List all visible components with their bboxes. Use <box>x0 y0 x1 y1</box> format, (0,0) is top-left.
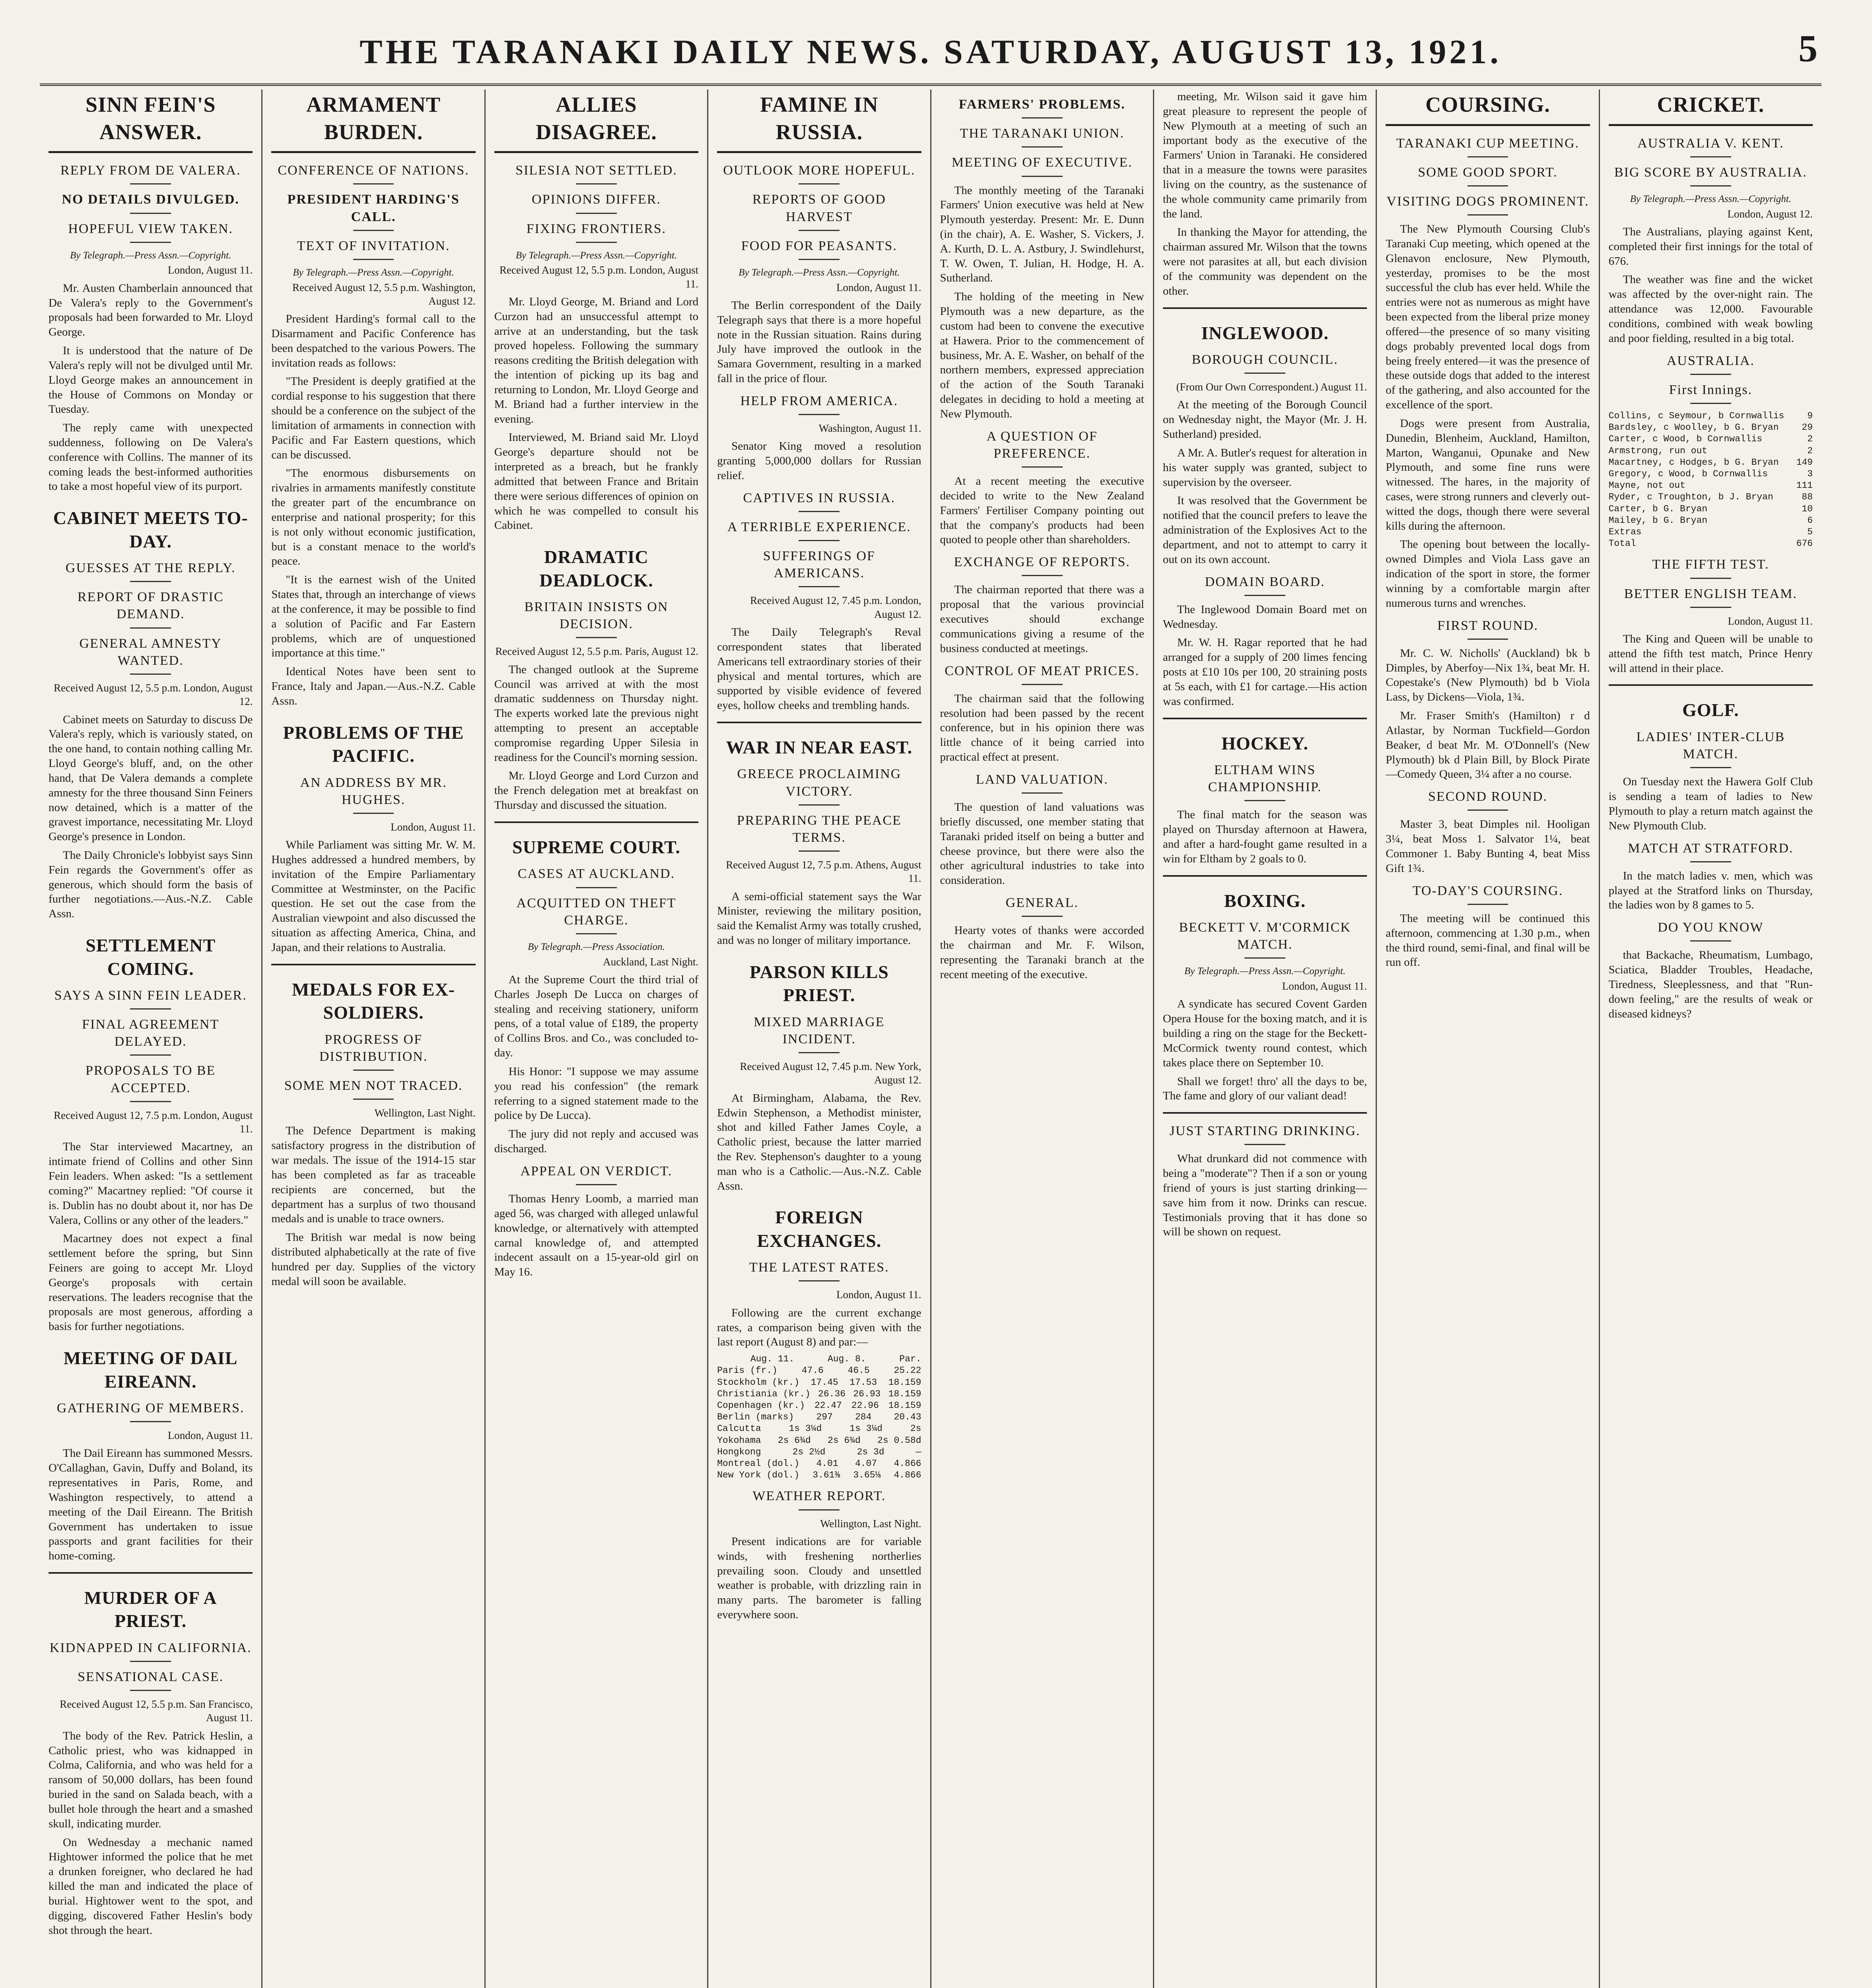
table-row <box>1609 538 1813 549</box>
deck: GENERAL AMNESTY WANTED. <box>49 635 253 675</box>
table-cell: Mailey, b G. Bryan <box>1608 515 1708 526</box>
table-cell: 17.45 <box>811 1377 838 1388</box>
deck: A TERRIBLE EXPERIENCE. <box>717 518 921 541</box>
columns <box>40 89 1821 1988</box>
deck: FOOD FOR PEASANTS. <box>717 237 921 260</box>
table-cell: 18.159 <box>888 1377 921 1388</box>
table-cell: 22.47 <box>814 1400 842 1411</box>
subheading: INGLEWOOD. <box>1201 322 1329 343</box>
table-cell: 3.65⅛ <box>853 1470 881 1481</box>
subheading: CABINET MEETS TO-DAY. <box>53 508 248 551</box>
table-row <box>1609 480 1813 491</box>
table-cell: 111 <box>1796 480 1813 491</box>
deck: MATCH AT STRATFORD. <box>1609 840 1813 862</box>
dateline: (From Our Own Correspondent.) August 11. <box>1176 381 1367 393</box>
deck: THE TARANAKI UNION. <box>940 125 1144 148</box>
table-row <box>1609 468 1813 480</box>
table-row <box>1609 515 1813 526</box>
dateline: London, August 11. <box>1728 615 1813 627</box>
headline-farmers: FARMERS' PROBLEMS. <box>940 96 1144 118</box>
table-cell: Berlin (marks) <box>717 1412 794 1423</box>
dateline: London, August 11. <box>167 1429 253 1442</box>
paragraph: Dogs were present from Australia, Dunedin, Blenheim, Auckland, Hamilton, Marton, Wanganui, Opunake and New Plymouth, and some fine runs were witnessed. The hares, in the majority of cases, were strong runners and cleverly out-witted the dogs, though there were several kills during the afternoon. <box>1386 417 1590 532</box>
table-cell: Total <box>1608 538 1636 549</box>
dateline: Received August 12, 5.5 p.m. Paris, August 12. <box>495 645 699 658</box>
table-cell: 26.93 <box>853 1388 881 1399</box>
table-cell: Macartney, c Hodges, b G. Bryan <box>1608 457 1779 468</box>
paragraph: Macartney does not expect a final settlement before the spring, but Sinn Feiners are going to accept Mr. Lloyd George's proposals with certain reservations. The leaders recognise that the proposals are most generous, affording a basis for further negotiations. <box>49 1232 253 1333</box>
subheading: SETTLEMENT COMING. <box>86 935 216 979</box>
deck: FIXING FRONTIERS. <box>494 220 698 243</box>
deck: TO-DAY'S COURSING. <box>1386 882 1590 905</box>
paragraph: The opening bout between the locally-owned Dimples and Viola Lass gave an indication of the sport in store, the former winning by a comfortable margin after numerous turns and wrenches. <box>1386 538 1590 610</box>
paragraph: The Dail Eireann has summoned Messrs. O'Callaghan, Gavin, Duffy and Boland, its representatives in Paris, Rome, and Washington respectively, to attend a meeting of the Dail Eireann. The British Government has undertaken to issue passports and grant facilities for their home-coming. <box>49 1447 253 1563</box>
paragraph: Cabinet meets on Saturday to discuss De Valera's reply, which is variously stated, on the one hand, to contain nothing calling Mr. Lloyd George's bluff, and, on the other hand, that De Valera demands a complete amnesty for the three thousand Sinn Feiners now detained, which is a matter of the gravest importance, necessitating Mr. Lloyd George's presence in London. <box>49 713 253 843</box>
paragraph: A semi-official statement says the War Minister, reviewing the military position, said the Kemalist Army was totally crushed, and was no longer of military importance. <box>717 890 921 947</box>
table-cell: Aug. 8. <box>827 1354 866 1365</box>
table-cell: 22.96 <box>851 1400 879 1411</box>
table-cell: 284 <box>855 1412 872 1423</box>
deck: JUST STARTING DRINKING. <box>1163 1122 1367 1145</box>
table-cell: 297 <box>816 1412 833 1423</box>
paragraph: The Inglewood Domain Board met on Wednesday. <box>1162 603 1367 631</box>
table-cell: Aug. 11. <box>750 1354 795 1365</box>
table-row <box>1609 422 1813 433</box>
paragraph: Mr. Austen Chamberlain announced that De Valera's reply to the Government's proposals had been forwarded to Mr. Lloyd George. <box>49 282 253 339</box>
table-cell: 3 <box>1807 468 1813 479</box>
table-cell: — <box>916 1446 921 1457</box>
table-cell: 2 <box>1807 445 1813 456</box>
subheading: FOREIGN EXCHANGES. <box>757 1207 882 1251</box>
deck: MEETING OF EXECUTIVE. <box>940 154 1144 177</box>
masthead <box>40 24 1821 86</box>
credit: By Telegraph.—Press Assn.—Copyright. <box>293 267 454 278</box>
paragraph: The changed outlook at the Supreme Council was arrived at with the most dramatic suddenness on Thursday night. The experts worked late the previous night attempting to present an acceptable compromise regarding Upper Silesia in readiness for the Council's morning session. <box>494 663 699 764</box>
column-8 <box>1600 89 1821 1988</box>
paragraph: On Tuesday next the Hawera Golf Club is sending a team of ladies to New Plymouth to play a return match against the New Plymouth Club. <box>1608 775 1813 832</box>
table-row <box>717 1423 921 1435</box>
table-cell: 3.61⅜ <box>813 1470 840 1481</box>
table-cell: 4.866 <box>894 1470 921 1481</box>
credit: By Telegraph.—Press Assn.—Copyright. <box>739 267 900 278</box>
dateline: Received August 12, 5.5 p.m. London, August 12. <box>54 681 253 708</box>
table-cell: 88 <box>1802 492 1813 503</box>
table-cell: 17.53 <box>849 1377 877 1388</box>
page-number: 5 <box>1798 27 1818 70</box>
headline-sinn-fein: SINN FEIN'S ANSWER. <box>49 91 253 153</box>
paragraph: Present indications are for variable winds, with freshening northerlies prevailing soon. Cloudy and unsettled weather is probable, with drizzling rain in many parts. The barometer is falling everywhere soon. <box>717 1535 921 1621</box>
column-7 <box>1377 89 1600 1988</box>
deck: REPLY FROM DE VALERA. <box>49 162 253 184</box>
subheading: WAR IN NEAR EAST. <box>726 737 913 757</box>
dateline: Received August 12, 7.5 p.m. Athens, August 11. <box>726 859 921 885</box>
exchange-table <box>717 1353 921 1481</box>
subheading: HOCKEY. <box>1221 733 1308 753</box>
deck: OUTLOOK MORE HOPEFUL. <box>717 162 921 184</box>
deck: GENERAL. <box>940 894 1144 917</box>
deck: PROGRESS OF DISTRIBUTION. <box>271 1031 475 1071</box>
subheading: MURDER OF A PRIEST. <box>84 1588 217 1631</box>
subheading: SUPREME COURT. <box>512 837 680 857</box>
table-row <box>1609 491 1813 503</box>
deck: WEATHER REPORT. <box>717 1487 921 1510</box>
deck: GREECE PROCLAIMING VICTORY. <box>717 765 921 805</box>
paragraph: Following are the current exchange rates, a comparison being given with the last report (August 8) and par:— <box>717 1306 921 1349</box>
table-cell: 46.5 <box>848 1365 870 1376</box>
subheading: GOLF. <box>1682 700 1739 720</box>
paragraph: The Australians, playing against Kent, completed their first innings for the total of 676. <box>1608 225 1813 268</box>
deck: First Innings. <box>1609 381 1813 404</box>
deck: GATHERING OF MEMBERS. <box>49 1400 253 1422</box>
paragraph: While Parliament was sitting Mr. W. M. Hughes addressed a hundred members, by invitation of the Empire Parliamentary Committee at Westminster, on the Pacific question. He set out the case from the Australian viewpoint and also discussed the situation as affecting America, China, and Japan, and their relations to Australia. <box>271 839 476 954</box>
paragraph: It is understood that the nature of De Valera's reply will not be divulged until Mr. Lloyd George makes an announcement in the House of Commons on Monday or Tuesday. <box>49 344 253 416</box>
deck: LADIES' INTER-CLUB MATCH. <box>1609 728 1813 768</box>
paragraph: Interviewed, M. Briand said Mr. Lloyd George's departure should not be interpreted as a breach, but he frankly admitted that between France and Britain there were serious differences of opinion on which he was compelled to consult his Cabinet. <box>494 431 699 532</box>
headline-allies: ALLIES DISAGREE. <box>494 91 698 153</box>
paragraph: The Daily Telegraph's Reval correspondent states that liberated Americans tell extraordinary stories of their physical and mental tortures, which are supported by visible evidence of fevered eyes, hollow cheeks and trembling hands. <box>717 626 921 712</box>
table-cell: 2s 0.58d <box>877 1435 921 1446</box>
deck: BECKETT V. M'CORMICK MATCH. <box>1163 919 1367 959</box>
deck: CONTROL OF MEAT PRICES. <box>940 662 1144 685</box>
table-cell: 10 <box>1802 503 1813 514</box>
deck: SENSATIONAL CASE. <box>49 1668 253 1691</box>
deck: PROPOSALS TO BE ACCEPTED. <box>49 1062 253 1102</box>
paragraph: Hearty votes of thanks were accorded the chairman and Mr. F. Wilson, representing the Taranaki branch at the recent meeting of the executive. <box>940 924 1144 981</box>
deck: SAYS A SINN FEIN LEADER. <box>49 987 253 1010</box>
paragraph: A syndicate has secured Covent Garden Opera House for the boxing match, and it is building a ring on the stage for the Beckett-McCormick twenty round contest, which takes place there on September 10. <box>1162 998 1367 1069</box>
table-cell: Bardsley, c Woolley, b G. Bryan <box>1608 422 1779 433</box>
divider <box>1163 718 1367 719</box>
deck: CAPTIVES IN RUSSIA. <box>717 489 921 512</box>
column-6 <box>1154 89 1377 1988</box>
headline-famine: FAMINE IN RUSSIA. <box>717 91 921 153</box>
deck: NO DETAILS DIVULGED. <box>49 191 253 214</box>
table-row <box>717 1365 921 1376</box>
paragraph: A Mr. A. Butler's request for alteration in his water supply was granted, subject to supervision by the overseer. <box>1162 446 1367 489</box>
deck: HELP FROM AMERICA. <box>717 392 921 415</box>
paragraph: meeting, Mr. Wilson said it gave him great pleasure to represent the people of New Plymouth at a meeting of such an important body as the executive of the Farmers' Union in Taranaki. He considered that in a measure the towns were parasites living on the country, as the sustenance of the whole community came primarily from the land. <box>1162 90 1367 220</box>
credit: By Telegraph.—Press Assn.—Copyright. <box>70 250 231 261</box>
divider <box>1163 307 1367 309</box>
table-cell: Armstrong, run out <box>1608 445 1708 456</box>
deck: AUSTRALIA V. KENT. <box>1609 135 1813 157</box>
deck: BOROUGH COUNCIL. <box>1163 351 1367 374</box>
divider <box>49 1572 253 1574</box>
divider <box>1163 875 1367 877</box>
paragraph: The holding of the meeting in New Plymouth was a new departure, as the custom had been to convene the executive at Hawera. Prior to the commencement of business, Mr. A. E. Washer, on behalf of the northern members, expressed appreciation of the action of the South Taranaki delegates in deciding to hold a meeting at New Plymouth. <box>940 290 1144 420</box>
credit: By Telegraph.—Press Assn.—Copyright. <box>1630 193 1791 204</box>
table-cell: 18.159 <box>888 1388 921 1399</box>
table-cell: 4.07 <box>855 1458 877 1469</box>
headline-armament: ARMAMENT BURDEN. <box>271 91 475 153</box>
table-cell: Calcutta <box>717 1423 761 1434</box>
table-row <box>717 1377 921 1388</box>
paragraph: Mr. Lloyd George, M. Briand and Lord Curzon had an unsuccessful attempt to arrive at an understanding, but the task proved hopeless. Following the summary reasons crediting the British delegation with the intention of picking up its bag and returning to London, Mr. Lloyd George and M. Briand had a further interview in the evening. <box>494 295 699 425</box>
paragraph: The Daily Chronicle's lobbyist says Sinn Fein regards the Government's offer as generous, which should form the basis of further negotiations.—Aus.-N.Z. Cable Assn. <box>49 848 253 920</box>
paragraph: The Defence Department is making satisfactory progress in the distribution of war medals. The issue of the 1914-15 star has been completed as far as traceable recipients are concerned, but the department has a surplus of two thousand medals and is unable to trace owners. <box>271 1124 476 1225</box>
divider <box>1163 1112 1367 1114</box>
table-cell: 2s 3d <box>857 1446 884 1457</box>
paragraph: that Backache, Rheumatism, Lumbago, Sciatica, Bladder Troubles, Headache, Tiredness, Sleeplessness, and that "Run-down feeling," are the results of weak or diseased kidneys? <box>1608 949 1813 1020</box>
dateline: Received August 12, 5.5 p.m. San Francisco, August 11. <box>60 1698 253 1724</box>
table-cell: 47.6 <box>801 1365 824 1376</box>
table-cell: 1s 3¼d <box>849 1423 883 1434</box>
column-3 <box>486 89 708 1988</box>
table-cell: 149 <box>1796 457 1813 468</box>
deck: PRESIDENT HARDING'S CALL. <box>271 191 475 231</box>
credit: By Telegraph.—Press Assn.—Copyright. <box>1184 966 1346 977</box>
deck: FINAL AGREEMENT DELAYED. <box>49 1016 253 1056</box>
deck: REPORT OF DRASTIC DEMAND. <box>49 588 253 628</box>
deck: DO YOU KNOW <box>1609 919 1813 942</box>
dateline: London, August 11. <box>391 821 476 833</box>
table-cell: 26.36 <box>818 1388 846 1399</box>
table-cell: 29 <box>1802 422 1813 433</box>
table-cell: 2s 6¾d <box>778 1435 811 1446</box>
paragraph: Master 3, beat Dimples nil. Hooligan 3¼, beat Moss 1. Salvator 1¼, beat Commoner 1. Baby Bunting 4, beat Miss Gift 1¾. <box>1386 818 1590 875</box>
dateline: Auckland, Last Night. <box>603 955 699 968</box>
paragraph: Mr. Fraser Smith's (Hamilton) r d Atlastar, by Norman Tuckfield—Gordon Beaker, d beat Mr. M. O'Donnell's (New Plymouth) bk d Plain Bill, by Block Pirate—Comedy Queen, 3¼ after a no course. <box>1386 709 1590 781</box>
table-cell: Par. <box>899 1354 921 1365</box>
paragraph: The Berlin correspondent of the Daily Telegraph says that there is a more hopeful note in the Russian situation. Rains during July have improved the outlook in the Samara Government, resulting in a marked fall in the price of flour. <box>717 299 921 385</box>
column-1 <box>40 89 262 1988</box>
subheading: PROBLEMS OF THE PACIFIC. <box>283 722 464 766</box>
table-cell: Extras <box>1608 526 1642 537</box>
table-row <box>1609 503 1813 515</box>
deck: DOMAIN BOARD. <box>1163 573 1367 596</box>
subheading: BOXING. <box>1224 890 1306 911</box>
table-cell: 676 <box>1796 538 1813 549</box>
table-row <box>1609 410 1813 422</box>
paragraph: The King and Queen will be unable to attend the fifth test match, Prince Henry will attend in their place. <box>1608 632 1813 675</box>
table-cell: Copenhagen (kr.) <box>717 1400 805 1411</box>
column-4 <box>708 89 931 1988</box>
table-row <box>717 1458 921 1470</box>
paragraph: In the match ladies v. men, which was played at the Stratford links on Thursday, the ladies won by 8 games to 5. <box>1608 869 1813 912</box>
dateline: London, August 11. <box>836 1289 921 1301</box>
credit: By Telegraph.—Press Association. <box>527 941 665 952</box>
paragraph: The final match for the season was played on Thursday afternoon at Hawera, and after a hard-fought game resulted in a win for Eltham by 2 goals to 0. <box>1162 808 1367 865</box>
paragraph: The body of the Rev. Patrick Heslin, a Catholic priest, who was kidnapped in Colma, California, and who was held for a ransom of 50,000 dollars, has been found buried in the sand on Salada beach, with a bullet hole through the heart and a smashed skull, indicating murder. <box>49 1729 253 1830</box>
table-cell: Stockholm (kr.) <box>717 1377 800 1388</box>
paragraph: "It is the earnest wish of the United States that, through an interchange of views at the conference, it may be possible to find a solution of Pacific and Far Eastern problems, which are of unquestioned importance at this time." <box>271 573 476 660</box>
deck: TEXT OF INVITATION. <box>271 237 475 260</box>
table-cell: New York (dol.) <box>717 1470 800 1481</box>
table-cell: 5 <box>1807 526 1813 537</box>
deck: A QUESTION OF PREFERENCE. <box>940 428 1144 468</box>
headline-cricket: CRICKET. <box>1609 91 1813 126</box>
paragraph: The chairman said that the following resolution had been passed by the recent conference, but in his opinion there was little chance of it being carried into practical effect at present. <box>940 692 1144 764</box>
column-5 <box>931 89 1154 1988</box>
table-cell: Mayne, not out <box>1608 480 1685 491</box>
table-cell: 20.43 <box>894 1412 921 1423</box>
table-cell: Gregory, c Wood, b Cornwallis <box>1608 468 1768 479</box>
deck: MIXED MARRIAGE INCIDENT. <box>717 1013 921 1053</box>
table-cell: 2 <box>1807 434 1813 445</box>
paragraph: Senator King moved a resolution granting 5,000,000 dollars for Russian relief. <box>717 440 921 482</box>
paragraph: The New Plymouth Coursing Club's Taranaki Cup meeting, which opened at the Glenavon enclosure, New Plymouth, yesterday, promises to be the most successful the club has ever held. While the entries were not as numerous as might have been expected from the liberal prize money offered—the presence of so many visiting dogs probably prevented local dogs from being freely entered—it was the presence of these outside dogs that added to the interest of the gathering, and also accounted for the excellence of the sport. <box>1386 223 1590 412</box>
table-cell: 2s 2½d <box>792 1446 826 1457</box>
dateline: Received August 12, 7.45 p.m. New York, August 12. <box>740 1060 921 1086</box>
paragraph: Thomas Henry Loomb, a married man aged 56, was charged with alleged unlawful knowledge, or alternatively with attempted carnal knowledge of, and attempted indecent assault on a 15-year-old girl on May 16. <box>494 1192 699 1279</box>
dateline: London, August 11. <box>1282 980 1367 992</box>
paragraph: "The President is deeply gratified at the cordial response to his suggestion that there should be a conference on the subject of the limitation of armaments in connection with Pacific and Far Eastern questions, which can be discussed. <box>271 375 476 461</box>
divider <box>271 964 475 965</box>
table-cell: Montreal (dol.) <box>717 1458 800 1469</box>
paragraph: At a recent meeting the executive decided to write to the New Zealand Farmers' Fertiliser Company pointing out that the company's products had been quoted to people other than shareholders. <box>940 475 1144 546</box>
deck: FIRST ROUND. <box>1386 617 1590 640</box>
dateline: London, August 11. <box>836 281 921 293</box>
deck: TARANAKI CUP MEETING. <box>1386 135 1590 157</box>
paragraph: It was resolved that the Government be notified that the council prefers to leave the administration of the Explosives Act to the department, and not to attempt to carry it out on its own account. <box>1162 494 1367 566</box>
deck: AN ADDRESS BY MR. HUGHES. <box>271 774 475 814</box>
paragraph: The chairman reported that there was a proposal that the various provincial executives should exchange communications giving a resume of the business conducted at meetings. <box>940 583 1144 655</box>
dateline: Washington, August 11. <box>818 422 921 435</box>
headline-coursing: COURSING. <box>1386 91 1590 126</box>
dateline: London, August 11. <box>167 264 253 276</box>
deck: APPEAL ON VERDICT. <box>494 1163 698 1185</box>
table-cell: 1s 3¼d <box>789 1423 822 1434</box>
dateline: London, August 12. <box>1727 208 1813 220</box>
dateline: Received August 12, 5.5 p.m. Washington, August 12. <box>292 281 476 307</box>
deck: HOPEFUL VIEW TAKEN. <box>49 220 253 243</box>
dateline: Received August 12, 5.5 p.m. London, August 11. <box>499 264 699 290</box>
newspaper-title: THE TARANAKI DAILY NEWS. SATURDAY, AUGUST 13, 1921. <box>360 33 1502 71</box>
paragraph: Identical Notes have been sent to France, Italy and Japan.—Aus.-N.Z. Cable Assn. <box>271 665 476 707</box>
table-cell: 18.159 <box>888 1400 921 1411</box>
deck: KIDNAPPED IN CALIFORNIA. <box>49 1639 253 1662</box>
deck: REPORTS OF GOOD HARVEST <box>717 191 921 231</box>
deck: THE LATEST RATES. <box>717 1259 921 1281</box>
table-cell: 6 <box>1807 515 1813 526</box>
table-cell: Carter, c Wood, b Cornwallis <box>1608 434 1763 445</box>
paragraph: The meeting will be continued this afternoon, commencing at 1.30 p.m., when the third round, semi-final, and final will be run off. <box>1386 912 1590 969</box>
exchange-header <box>717 1353 921 1365</box>
dateline: Wellington, Last Night. <box>374 1107 476 1119</box>
paragraph: His Honor: "I suppose we may assume you read his confession" (the remark referring to a signed statement made to the police by De Lucca). <box>494 1065 699 1122</box>
paragraph: In thanking the Mayor for attending, the chairman assured Mr. Wilson that the towns were not parasites at all, but each division of the community was dependent on the other. <box>1162 226 1367 297</box>
table-row <box>1609 457 1813 468</box>
table-row <box>717 1400 921 1411</box>
deck: CASES AT AUCKLAND. <box>494 865 698 888</box>
paragraph: The reply came with unexpected suddenness, following on De Valera's conference with Collins. The manner of its coming leads the best-informed authorities to take a most hopeful view of its purport. <box>49 421 253 493</box>
subheading: PARSON KILLS PRIEST. <box>749 961 889 1006</box>
table-cell: Paris (fr.) <box>717 1365 778 1376</box>
deck: BIG SCORE BY AUSTRALIA. <box>1609 164 1813 186</box>
deck: SOME MEN NOT TRACED. <box>271 1077 475 1100</box>
deck: EXCHANGE OF REPORTS. <box>940 553 1144 576</box>
table-cell: 25.22 <box>894 1365 921 1376</box>
deck: VISITING DOGS PROMINENT. <box>1386 193 1590 215</box>
table-cell: Christiania (kr.) <box>717 1388 811 1399</box>
paragraph: "The enormous disbursements on rivalries in armaments manifestly constitute the greater part of the encumbrance on enterprise and national prosperity; for this is not only without economic justification, but is a constant menace to the world's peace. <box>271 467 476 568</box>
deck: ELTHAM WINS CHAMPIONSHIP. <box>1163 761 1367 801</box>
table-row <box>717 1470 921 1481</box>
paragraph: Shall we forget! thro' all the days to be, The fame and glory of our valiant dead! <box>1162 1075 1367 1103</box>
deck: AUSTRALIA. <box>1609 352 1813 375</box>
paragraph: At the meeting of the Borough Council on Wednesday night, the Mayor (Mr. J. H. Sutherland) presided. <box>1162 398 1367 441</box>
paragraph: The jury did not reply and accused was discharged. <box>494 1128 699 1155</box>
dateline: Received August 12, 7.45 p.m. London, August 12. <box>750 594 921 620</box>
paragraph: The weather was fine and the wicket was affected by the over-night rain. The attendance was 12,000. Favourable conditions, combined with weak bowling and poor fielding, resulted in a big total. <box>1608 273 1813 345</box>
deck: BRITAIN INSISTS ON DECISION. <box>494 598 698 638</box>
paragraph: At the Supreme Court the third trial of Charles Joseph De Lucca on charges of stealing and receiving stationery, uniform pens, of a total value of £189, the property of Collins Bros. and Co., was concluded to-day. <box>494 973 699 1060</box>
divider <box>1609 684 1813 686</box>
paragraph: The British war medal is now being distributed alphabetically at the rate of five hundred per day. Supplies of the victory medal will soon be available. <box>271 1231 476 1288</box>
table-row <box>717 1411 921 1423</box>
table-cell: 4.01 <box>816 1458 838 1469</box>
dateline: Received August 12, 7.5 p.m. London, August 11. <box>54 1109 253 1135</box>
paragraph: At Birmingham, Alabama, the Rev. Edwin Stephenson, a Methodist minister, shot and killed Father James Coyle, a Catholic priest, because the latter married the Rev. Stephenson's daughter to a young man who is a Catholic.—Aus.-N.Z. Cable Assn. <box>717 1091 921 1192</box>
scorecard <box>1609 410 1813 549</box>
table-cell: 2s <box>910 1423 921 1434</box>
deck: BETTER ENGLISH TEAM. <box>1609 585 1813 608</box>
deck: THE FIFTH TEST. <box>1609 556 1813 579</box>
subheading: DRAMATIC DEADLOCK. <box>539 547 653 590</box>
paragraph: Mr. W. H. Ragar reported that he had arranged for a supply of 200 limes fencing posts at £10 10s per 100, 20 straining posts at 5s each, with £1 for cartage.—His action was confirmed. <box>1162 636 1367 708</box>
table-cell: 9 <box>1807 410 1813 421</box>
column-2 <box>262 89 485 1988</box>
deck: ACQUITTED ON THEFT CHARGE. <box>494 895 698 934</box>
deck: GUESSES AT THE REPLY. <box>49 559 253 582</box>
table-cell: Carter, b G. Bryan <box>1608 503 1708 514</box>
table-row <box>717 1388 921 1400</box>
paragraph: The monthly meeting of the Taranaki Farmers' Union executive was held at New Plymouth yesterday. Present: Mr. E. Dunn (in the chair), A. E. Washer, S. Vickers, J. A. Kurth, D. L. A. Astbury, J. Swindlehurst, T. W. Owen, T. Julian, H. Hodge, H. A. Sutherland. <box>940 184 1144 285</box>
table-cell: Yokohama <box>717 1435 761 1446</box>
table-cell: 4.866 <box>894 1458 921 1469</box>
table-cell: Hongkong <box>717 1446 761 1457</box>
paragraph: The question of land valuations was briefly discussed, one member stating that Taranaki prided itself on being a butter and cheese province, but there were also the other agricultural industries to take into consideration. <box>940 801 1144 887</box>
paragraph: On Wednesday a mechanic named Hightower informed the police that he met a drunken foreigner, who declared he had killed the man and indicated the place of burial. Hightower went to the spot, and digging, discovered Father Heslin's body shot through the heart. <box>49 1836 253 1937</box>
table-cell: Ryder, c Troughton, b J. Bryan <box>1608 492 1773 503</box>
table-row <box>717 1446 921 1458</box>
paragraph: Mr. Lloyd George and Lord Curzon and the French delegation met at breakfast on Thursday and discussed the situation. <box>494 769 699 812</box>
paragraph: What drunkard did not commence with being a "moderate"? Then if a son or young friend of yours is just starting drinking—save him from it now. Drinks can rescue. Testimonials proving that it has done so will be shown on request. <box>1162 1152 1367 1239</box>
deck: LAND VALUATION. <box>940 771 1144 794</box>
deck: PREPARING THE PEACE TERMS. <box>717 812 921 852</box>
subheading: MEETING OF DAIL EIREANN. <box>63 1348 238 1392</box>
table-row <box>1609 526 1813 538</box>
divider <box>717 722 921 723</box>
deck: SILESIA NOT SETTLED. <box>494 162 698 184</box>
table-cell: Collins, c Seymour, b Cornwallis <box>1608 410 1785 421</box>
deck: SUFFERINGS OF AMERICANS. <box>717 547 921 587</box>
table-row <box>1609 433 1813 445</box>
deck: OPINIONS DIFFER. <box>494 191 698 214</box>
deck: SECOND ROUND. <box>1386 788 1590 811</box>
deck: CONFERENCE OF NATIONS. <box>271 162 475 184</box>
paragraph: The Star interviewed Macartney, an intimate friend of Collins and other Sinn Fein leaders. When asked: "Is a settlement coming?" Macartney replied: "Of course it is. Dublin has no doubt about it, nor has De Valera, Collins or any other of the leaders." <box>49 1140 253 1227</box>
table-row <box>717 1435 921 1446</box>
table-row <box>1609 445 1813 457</box>
deck: SOME GOOD SPORT. <box>1386 164 1590 186</box>
paragraph: Mr. C. W. Nicholls' (Auckland) bk b Dimples, by Aberfoy—Nix 1¾, beat Mr. H. Copestake's (New Plymouth) bd b Viola Lass, by Dickens—Viola, 1¾. <box>1386 646 1590 704</box>
subheading: MEDALS FOR EX-SOLDIERS. <box>292 979 455 1023</box>
credit: By Telegraph.—Press Assn.—Copyright. <box>515 250 677 261</box>
table-cell: 2s 6¾d <box>827 1435 861 1446</box>
paragraph: President Harding's formal call to the Disarmament and Pacific Conference has been despatched to the various Powers. The invitation reads as follows: <box>271 313 476 369</box>
dateline: Wellington, Last Night. <box>820 1517 921 1530</box>
divider <box>494 821 698 823</box>
